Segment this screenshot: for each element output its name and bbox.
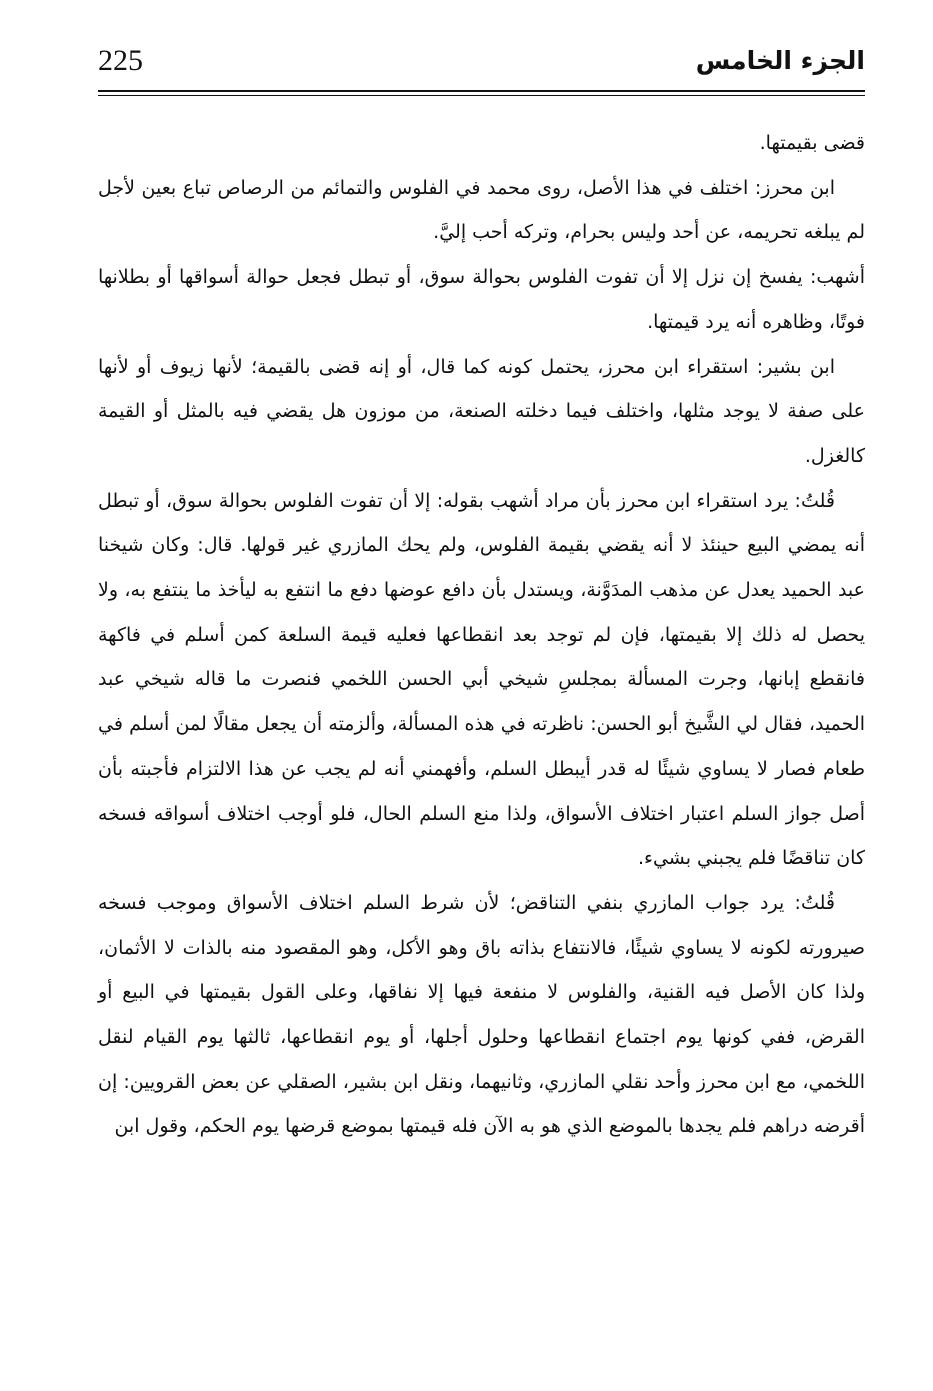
page-number: 225 bbox=[98, 44, 143, 77]
paragraph: ابن بشير: استقراء ابن محرز، يحتمل كونه كما قال، أو إنه قضى بالقيمة؛ لأنها زيوف أو لأنها على صفة لا يوجد مثلها، واختلف فيما دخلته الصنعة، من موزون هل يقضي فيه بالمثل أو القيمة كالغزل. bbox=[98, 355, 865, 467]
paragraph: قضى بقيمتها. bbox=[759, 132, 865, 154]
paragraph: قُلتُ: يرد استقراء ابن محرز بأن مراد أشهب بقوله: إلا أن تفوت الفلوس بحوالة سوق، أو تبطل أنه يمضي البيع حينئذ لا أنه يقضي بقيمة الفلوس، ولم يحك المازري غير قولها. قال: وكان شيخنا عبد الحميد يعدل عن مذهب المدَوَّنة، ويستدل بأن دافع عوضها دفع ما انتفع به ليأخذ ما ينتفع به، ولا يحصل له ذلك إلا بقيمتها، فإن لم توجد بعد انقطاعها فعليه قيمة السلعة كمن أسلم في فاكهة فانقطع إبانها، وجرت المسألة بمجلسِ شيخي أبي الحسن اللخمي فنصرت ما قاله شيخي عبد الحميد، فقال لي الشَّيخ أبو الحسن: ناظرته في هذه المسألة، وألزمته أن يجعل مقالًا لمن أسلم في طعام فصار لا يساوي شيئًا له قدر أيبطل السلم، وأفهمني أنه لم يجب عن هذا الالتزام فأجبته بأن أصل جواز السلم اعتبار اختلاف الأسواق، ولذا منع السلم الحال، فلو أوجب اختلاف أسواقه فسخه كان تناقضًا فلم يجبني بشيء. bbox=[98, 489, 865, 870]
running-title: الجزء الخامس bbox=[695, 46, 865, 75]
page-header bbox=[98, 38, 865, 94]
header-rule-thin bbox=[98, 95, 865, 96]
paragraph: قُلتُ: يرد جواب المازري بنفي التناقض؛ لأن شرط السلم اختلاف الأسواق وموجب فسخه صيرورته لكونه لا يساوي شيئًا، فالانتفاع بذاته باق وهو الأكل، وهو المقصود منه بالذات لا الأثمان، ولذا كان الأصل فيه القنية، والفلوس لا منفعة فيها إلا نفاقها، وعلى القول بقيمتها في البيع أو القرض، ففي كونها يوم اجتماع انقطاعها وحلول أجلها، أو يوم انقطاعها، ثالثها يوم القيام لنقل اللخمي، مع ابن محرز وأحد نقلي المازري، وثانيهما، ونقل ابن بشير، الصقلي عن بعض القرويين: إن أقرضه دراهم فلم يجدها بالموضع الذي هو به الآن فله قيمتها بموضع قرضها يوم الحكم، وقول ابن bbox=[98, 891, 865, 1138]
body-text bbox=[98, 121, 865, 1149]
paragraph: أشهب: يفسخ إن نزل إلا أن تفوت الفلوس بحوالة سوق، أو تبطل فجعل حوالة أسواقها أو بطلانها فوتًا، وظاهره أنه يرد قيمتها. bbox=[98, 266, 865, 333]
paragraph: ابن محرز: اختلف في هذا الأصل، روى محمد في الفلوس والتمائم من الرصاص تباع بعين لأجل لم يبلغه تحريمه، عن أحد وليس بحرام، وتركه أحب إليَّ. bbox=[98, 176, 865, 244]
header-rule bbox=[98, 90, 865, 92]
